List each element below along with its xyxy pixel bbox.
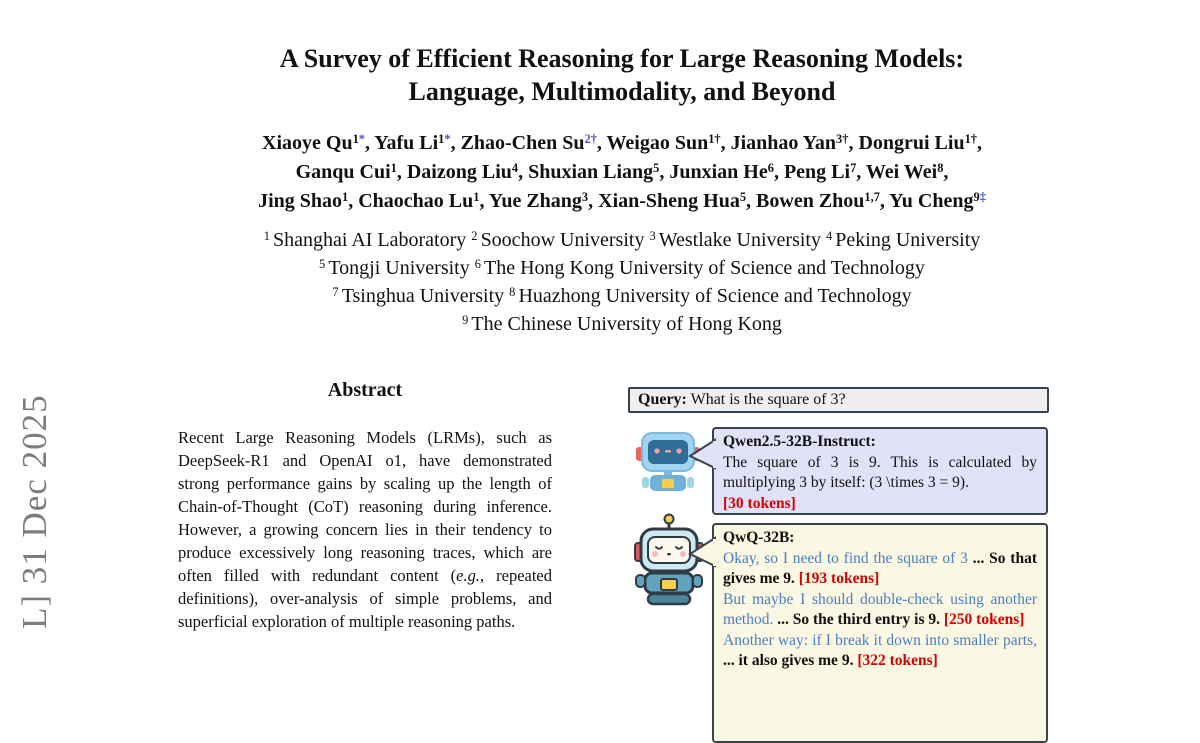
qwen-response-bubble (712, 427, 1048, 515)
paper-title (44, 42, 1200, 108)
author-line: Ganqu Cui$^1$, Daizong Liu$^4$, Shuxian Liang$^5$, Junxian He$^6$, Peng Li$^7$, Wei Wei$^8$, (295, 160, 949, 183)
title-line-2: Language, Multimodality, and Beyond (408, 77, 836, 106)
qwen-response-text: The square of 3 is 9. This is calculated by multiplying 3 by itself: (3 \times 3 = 9). [30 tokens] (723, 453, 1037, 512)
author-line: Jing Shao$^1$, Chaochao Lu$^1$, Yue Zhang$^3$, Xian-Sheng Hua$^5$, Bowen Zhou$^{1,7}$, Yu Cheng$^{9\ddagger}$ (258, 189, 986, 212)
affiliation-line: $^9$ The Chinese University of Hong Kong (462, 312, 782, 335)
affiliation-line: $^5$ Tongji University $^6$ The Hong Kong University of Science and Technology (319, 256, 925, 279)
qwen-model-name: Qwen2.5-32B-Instruct: (723, 433, 876, 450)
qwq-model-name: QwQ-32B: (723, 529, 795, 546)
affiliation-line: $^1$ Shanghai AI Laboratory $^2$ Soochow University $^3$ Westlake University $^4$ Peking University (263, 228, 981, 251)
arxiv-stamp: L] 31 Dec 2025 (15, 394, 54, 629)
title-line-1: A Survey of Efficient Reasoning for Large Reasoning Models: (279, 44, 965, 73)
query-box (628, 387, 1049, 413)
author-block (44, 129, 1200, 216)
query-label: Query: (638, 391, 687, 408)
abstract-text: Recent Large Reasoning Models (LRMs), such as DeepSeek-R1 and OpenAI o1, have demonstrated strong performance gains by scaling up the length of Chain-of-Thought (CoT) reasoning during inference. However, a growing concern lies in their tendency to produce excessively long reasoning traces, which are often filled with redundant content (e.g., repeated definitions), over-analysis of simple problems, and superficial exploration of multiple reasoning paths. (178, 428, 553, 631)
affiliation-line: $^7$ Tsinghua University $^8$ Huazhong University of Science and Technology (332, 284, 912, 307)
qwq-response-bubble (712, 523, 1048, 743)
abstract-heading: Abstract (327, 379, 403, 401)
speech-tail-icon (688, 535, 716, 569)
qwq-response-text: Okay, so I need to find the square of 3 ... So that gives me 9. [193 tokens] But maybe I should double-check using another method. ... So the third entry is 9. [250 tokens] Another way: if I break it down into smaller parts, ... it also gives me 9. [322 tokens] (723, 549, 1037, 669)
author-line: Xiaoye $Qu^{1*}$, Yafu $Li^{1*}$, Zhao-Chen $Su^{2\dagger}$, Weigao Sun$^{1\dagger}$, Jianhao Yan$^{3\dagger}$, Dongrui Liu$^{1\dagger}$, (262, 131, 982, 154)
figure-example (628, 387, 1049, 669)
query-text: What is the square of 3? (686, 391, 846, 408)
affiliation-block (44, 226, 1200, 338)
speech-tail-icon (688, 437, 716, 471)
